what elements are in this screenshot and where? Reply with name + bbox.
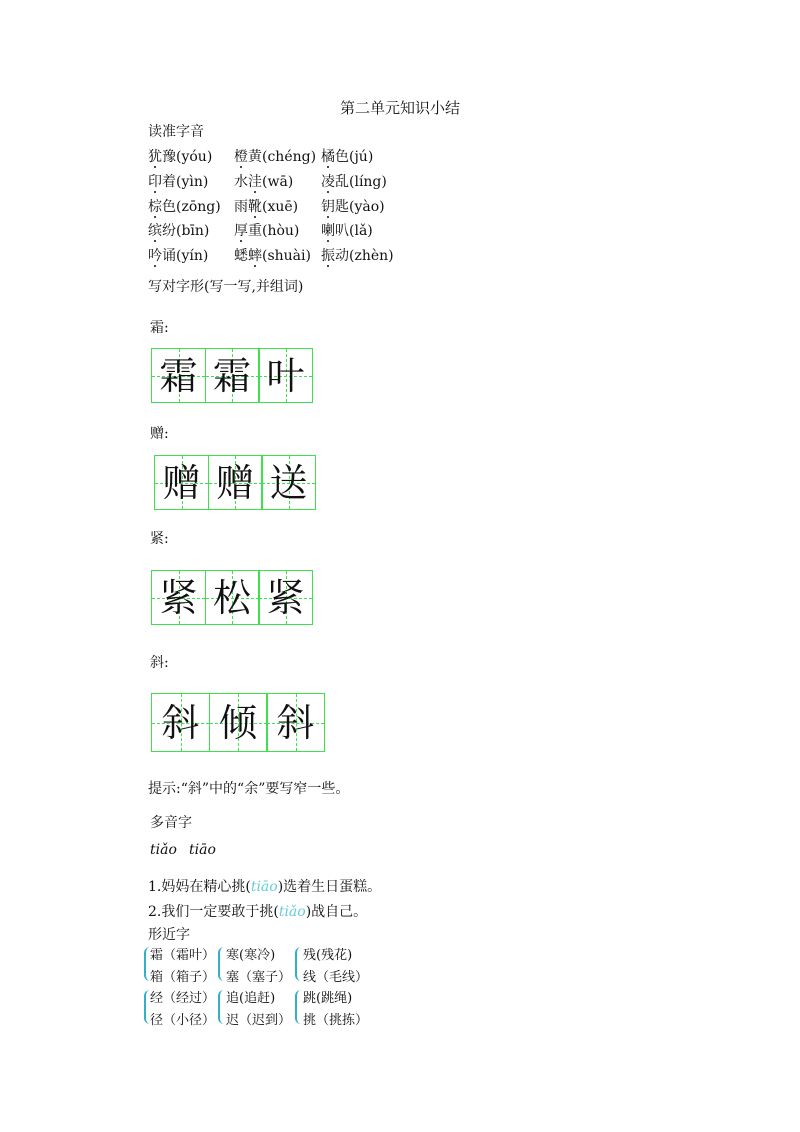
word: 缤纷 bbox=[148, 223, 176, 239]
pronunciation-item bbox=[148, 171, 208, 191]
pinyin: (chéng) bbox=[262, 149, 317, 165]
pronunciation-item bbox=[321, 196, 385, 216]
pinyin: (xuē) bbox=[262, 199, 299, 215]
writing-tip: 提示:“斜”中的“余”要写窄一些。 bbox=[148, 781, 350, 797]
word: 橘色 bbox=[321, 149, 349, 165]
grid-cell: 叶 bbox=[258, 348, 313, 403]
word: 印着 bbox=[148, 174, 176, 190]
word: 雨靴 bbox=[234, 199, 262, 215]
pronunciation-item bbox=[148, 146, 212, 166]
grid-cell: 赠 bbox=[208, 455, 263, 510]
word: 凌乱 bbox=[321, 174, 349, 190]
grid-cell: 紧 bbox=[151, 570, 206, 625]
word: 喇叭 bbox=[321, 223, 349, 239]
pinyin: (shuài) bbox=[262, 248, 311, 264]
pronunciation-item bbox=[148, 245, 208, 265]
pinyin: (jú) bbox=[349, 149, 374, 165]
word: 吟诵 bbox=[148, 248, 176, 264]
pronunciation-item bbox=[234, 220, 299, 240]
brace-icon bbox=[218, 990, 225, 1024]
read-heading: 读准字音 bbox=[148, 124, 204, 140]
word: 厚重 bbox=[234, 223, 262, 239]
pronunciation-item bbox=[321, 146, 373, 166]
grid-cell: 赠 bbox=[154, 455, 209, 510]
word: 蟋蟀 bbox=[234, 248, 262, 264]
word: 犹豫 bbox=[148, 149, 176, 165]
similar-word: 挑（挑拣） bbox=[303, 1013, 369, 1028]
sentence-text: 我们一定要敢于挑( bbox=[161, 904, 279, 920]
pinyin: (yín) bbox=[176, 248, 209, 264]
pronunciation-item bbox=[321, 245, 394, 265]
grid-cell: 倾 bbox=[209, 693, 268, 752]
pinyin: (yóu) bbox=[176, 149, 213, 165]
polyphone-sentence-2 bbox=[148, 901, 367, 921]
word: 钥匙 bbox=[321, 199, 349, 215]
pronunciation-item bbox=[234, 196, 298, 216]
pronunciation-item bbox=[148, 220, 209, 240]
grid-cell: 斜 bbox=[151, 693, 210, 752]
group-label-xie: 斜: bbox=[150, 655, 169, 671]
answer-pinyin: tiāo bbox=[250, 879, 278, 895]
grid-cell: 送 bbox=[261, 455, 316, 510]
pinyin: (zhèn) bbox=[349, 248, 394, 264]
word: 棕色 bbox=[148, 199, 176, 215]
similar-word: 经（经过） bbox=[150, 991, 216, 1006]
word: 水洼 bbox=[234, 174, 262, 190]
polyphone-heading: 多音字 bbox=[150, 815, 192, 831]
group-label-jin: 紧: bbox=[150, 531, 169, 547]
polyphone-reading-1: tiǎo bbox=[150, 842, 177, 858]
grid-cell: 紧 bbox=[258, 570, 313, 625]
sentence-number: 1. bbox=[148, 879, 162, 895]
pinyin: (lǎ) bbox=[349, 223, 373, 239]
pinyin: (líng) bbox=[349, 174, 387, 190]
pronunciation-item bbox=[321, 220, 373, 240]
brace-icon bbox=[295, 990, 302, 1024]
grid-cell: 霜 bbox=[151, 348, 206, 403]
brace-icon bbox=[295, 947, 302, 981]
similar-word: 跳(跳绳) bbox=[303, 991, 353, 1006]
write-heading: 写对字形(写一写,并组词) bbox=[148, 279, 304, 295]
grid-cell: 霜 bbox=[205, 348, 260, 403]
page-title: 第二单元知识小结 bbox=[339, 99, 460, 117]
similar-word: 径（小径） bbox=[150, 1013, 216, 1028]
pronunciation-item bbox=[234, 146, 316, 166]
pronunciation-item bbox=[234, 171, 293, 191]
answer-pinyin: tiǎo bbox=[278, 904, 306, 920]
word: 橙黄 bbox=[234, 149, 262, 165]
similar-word: 线（毛线） bbox=[303, 970, 369, 985]
pinyin: (yào) bbox=[349, 199, 385, 215]
pronunciation-item bbox=[148, 196, 221, 216]
sentence-text: 妈妈在精心挑( bbox=[161, 879, 251, 895]
writing-grid-jin bbox=[151, 570, 312, 625]
grid-cell: 松 bbox=[205, 570, 260, 625]
sentence-number: 2. bbox=[148, 904, 162, 920]
pinyin: (zōng) bbox=[176, 199, 221, 215]
similar-word: 箱（箱子） bbox=[150, 970, 216, 985]
brace-icon bbox=[218, 947, 225, 981]
group-label-shuang: 霜: bbox=[150, 320, 169, 336]
similar-word: 追(追赶) bbox=[226, 991, 276, 1006]
group-label-zeng: 赠: bbox=[150, 426, 169, 442]
pronunciation-item bbox=[234, 245, 311, 265]
writing-grid-shuang bbox=[151, 348, 312, 403]
pinyin: (wā) bbox=[262, 174, 294, 190]
pinyin: (bīn) bbox=[176, 223, 210, 239]
writing-grid-zeng bbox=[154, 455, 315, 510]
writing-grid-xie bbox=[151, 693, 324, 752]
word: 振动 bbox=[321, 248, 349, 264]
similar-word: 霜（霜叶） bbox=[150, 948, 216, 963]
similar-word: 寒(寒冷) bbox=[226, 948, 276, 963]
similar-word: 迟（迟到） bbox=[226, 1013, 292, 1028]
similar-word: 残(残花) bbox=[303, 948, 353, 963]
pinyin: (yìn) bbox=[176, 174, 209, 190]
sentence-text: )选着生日蛋糕。 bbox=[277, 879, 382, 895]
grid-cell: 斜 bbox=[266, 693, 325, 752]
pinyin: (hòu) bbox=[262, 223, 300, 239]
polyphone-reading-2: tiāo bbox=[189, 842, 216, 858]
similar-heading: 形近字 bbox=[148, 927, 190, 943]
similar-word: 塞（塞子） bbox=[226, 970, 292, 985]
sentence-text: )战自己。 bbox=[305, 904, 368, 920]
polyphone-sentence-1 bbox=[148, 876, 381, 896]
pronunciation-item bbox=[321, 171, 387, 191]
